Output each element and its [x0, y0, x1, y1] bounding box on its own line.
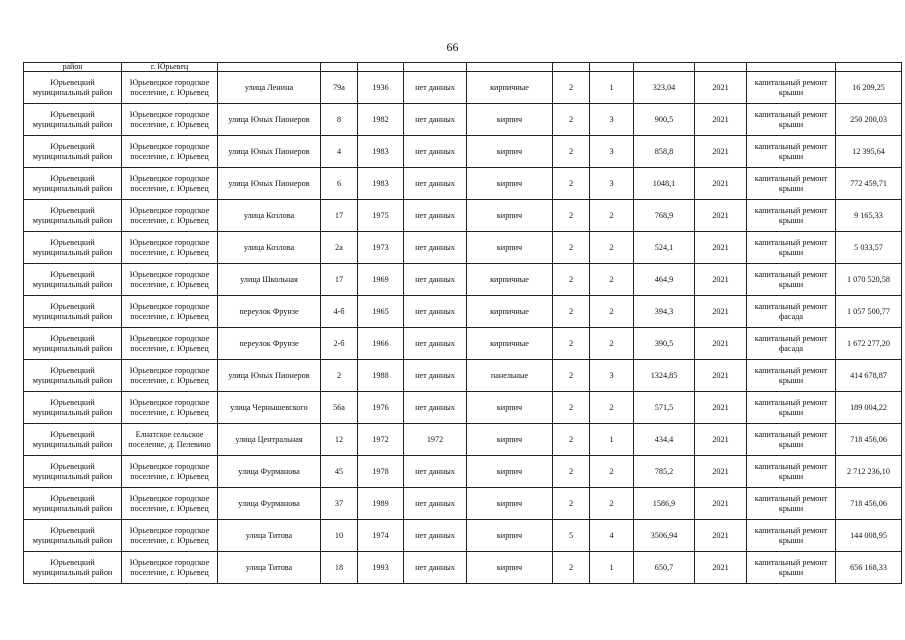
work-type-cell: капитальный ремонт крыши [747, 424, 836, 456]
work-type-cell: капитальный ремонт крыши [747, 552, 836, 584]
settlement-cell: Юрьевецкое городское поселение, г. Юрьевец [122, 328, 218, 360]
district-cell: Юрьевецкий муниципальный район [24, 72, 122, 104]
settlement-cell: Юрьевецкое городское поселение, г. Юрьевец [122, 104, 218, 136]
work-type-cell: капитальный ремонт крыши [747, 360, 836, 392]
floors-cell: 2 [553, 104, 590, 136]
cost-cell: 1 070 520,58 [836, 264, 902, 296]
wall-material-cell: кирпичные [467, 296, 553, 328]
district-cell: Юрьевецкий муниципальный район [24, 296, 122, 328]
year-commissioning-cell: нет данных [404, 168, 467, 200]
plan-year-cell: 2021 [695, 136, 747, 168]
year-built-cell: 1972 [358, 424, 404, 456]
year-commissioning-cell: нет данных [404, 136, 467, 168]
settlement-cell: Юрьевецкое городское поселение, г. Юрьевец [122, 360, 218, 392]
house-number-cell: 2 [321, 360, 358, 392]
year-built-cell: 1936 [358, 72, 404, 104]
street-cell: улица Фурманова [218, 488, 321, 520]
floors-cell: 2 [553, 424, 590, 456]
cost-cell: 9 165,33 [836, 200, 902, 232]
floors-cell: 2 [553, 328, 590, 360]
area-cell: 323,04 [634, 72, 695, 104]
settlement-cell: Юрьевецкое городское поселение, г. Юрьевец [122, 232, 218, 264]
year-commissioning-cell: 1972 [404, 424, 467, 456]
area-cell: 650,7 [634, 552, 695, 584]
year-commissioning-cell: нет данных [404, 552, 467, 584]
year-built-cell: 1983 [358, 136, 404, 168]
work-type-cell: капитальный ремонт крыши [747, 72, 836, 104]
street-cell: улица Фурманова [218, 456, 321, 488]
table-row [24, 456, 902, 488]
year-built-cell: 1976 [358, 392, 404, 424]
settlement-cell: Юрьевецкое городское поселение, г. Юрьевец [122, 520, 218, 552]
year-built-cell: 1989 [358, 488, 404, 520]
settlement-cell: Юрьевецкое городское поселение, г. Юрьевец [122, 296, 218, 328]
page-number: 66 [446, 40, 459, 54]
table-row [24, 424, 902, 456]
table-row [24, 136, 902, 168]
table-row [24, 72, 902, 104]
year-built-cell: 1978 [358, 456, 404, 488]
table-row [24, 360, 902, 392]
work-type-cell: капитальный ремонт крыши [747, 136, 836, 168]
house-number-cell: 79а [321, 72, 358, 104]
wall-material-cell: кирпич [467, 136, 553, 168]
floors-cell: 5 [553, 520, 590, 552]
settlement-cell: Юрьевецкое городское поселение, г. Юрьевец [122, 200, 218, 232]
wall-material-cell: кирпич [467, 200, 553, 232]
plan-year-cell: 2021 [695, 200, 747, 232]
district-cell: Юрьевецкий муниципальный район [24, 104, 122, 136]
area-cell: 3506,94 [634, 520, 695, 552]
cost-cell: 1 057 500,77 [836, 296, 902, 328]
year-built-cell: 1975 [358, 200, 404, 232]
year-built-cell: 1988 [358, 360, 404, 392]
district-cell: Юрьевецкий муниципальный район [24, 328, 122, 360]
settlement-cell: Юрьевецкое городское поселение, г. Юрьевец [122, 488, 218, 520]
entrances-cell: 2 [590, 328, 634, 360]
house-number-cell: 12 [321, 424, 358, 456]
area-cell: 858,8 [634, 136, 695, 168]
street-cell: улица Юных Пионеров [218, 136, 321, 168]
entrances-cell: 2 [590, 296, 634, 328]
area-cell: 434,4 [634, 424, 695, 456]
settlement-cell: Юрьевецкое городское поселение, г. Юрьевец [122, 168, 218, 200]
area-cell: 1324,85 [634, 360, 695, 392]
entrances-cell: 2 [590, 232, 634, 264]
year-built-cell: 1974 [358, 520, 404, 552]
entrances-cell: 4 [590, 520, 634, 552]
floors-cell: 2 [553, 200, 590, 232]
wall-material-cell: кирпичные [467, 264, 553, 296]
table-row-continued [24, 63, 902, 72]
year-commissioning-cell: нет данных [404, 200, 467, 232]
cost-cell: 16 209,25 [836, 72, 902, 104]
table-row [24, 520, 902, 552]
plan-year-cell: 2021 [695, 104, 747, 136]
table-row [24, 552, 902, 584]
street-cell: улица Козлова [218, 232, 321, 264]
street-cell: улица Ленина [218, 72, 321, 104]
floors-cell: 2 [553, 392, 590, 424]
table-row [24, 232, 902, 264]
house-number-cell: 10 [321, 520, 358, 552]
settlement-cell: г. Юрьевец [122, 63, 218, 72]
district-cell: район [24, 63, 122, 72]
cost-cell: 718 456,06 [836, 488, 902, 520]
settlement-cell: Юрьевецкое городское поселение, г. Юрьевец [122, 264, 218, 296]
floors-cell: 2 [553, 168, 590, 200]
year-commissioning-cell: нет данных [404, 296, 467, 328]
wall-material-cell: кирпич [467, 552, 553, 584]
street-cell: улица Юных Пионеров [218, 104, 321, 136]
settlement-cell: Елнатское сельское поселение, д. Пелевино [122, 424, 218, 456]
district-cell: Юрьевецкий муниципальный район [24, 552, 122, 584]
floors-cell: 2 [553, 488, 590, 520]
year-built-cell: 1969 [358, 264, 404, 296]
table-row [24, 328, 902, 360]
wall-material-cell: кирпичные [467, 328, 553, 360]
street-cell: переулок Фрунзе [218, 296, 321, 328]
district-cell: Юрьевецкий муниципальный район [24, 200, 122, 232]
year-built-cell: 1982 [358, 104, 404, 136]
plan-year-cell: 2021 [695, 488, 747, 520]
year-commissioning-cell: нет данных [404, 456, 467, 488]
area-cell: 394,3 [634, 296, 695, 328]
settlement-cell: Юрьевецкое городское поселение, г. Юрьевец [122, 136, 218, 168]
wall-material-cell: кирпичные [467, 72, 553, 104]
plan-year-cell: 2021 [695, 296, 747, 328]
entrances-cell: 3 [590, 136, 634, 168]
year-commissioning-cell: нет данных [404, 72, 467, 104]
house-number-cell: 6 [321, 168, 358, 200]
street-cell: улица Чернышевского [218, 392, 321, 424]
wall-material-cell: кирпич [467, 456, 553, 488]
house-number-cell: 18 [321, 552, 358, 584]
wall-material-cell: кирпич [467, 424, 553, 456]
work-type-cell: капитальный ремонт крыши [747, 200, 836, 232]
work-type-cell: капитальный ремонт крыши [747, 456, 836, 488]
wall-material-cell: панельные [467, 360, 553, 392]
entrances-cell: 2 [590, 200, 634, 232]
work-type-cell: капитальный ремонт крыши [747, 520, 836, 552]
table-row [24, 104, 902, 136]
district-cell: Юрьевецкий муниципальный район [24, 520, 122, 552]
plan-year-cell: 2021 [695, 232, 747, 264]
plan-year-cell: 2021 [695, 520, 747, 552]
street-cell: улица Школьная [218, 264, 321, 296]
floors-cell: 2 [553, 456, 590, 488]
plan-year-cell: 2021 [695, 264, 747, 296]
settlement-cell: Юрьевецкое городское поселение, г. Юрьевец [122, 72, 218, 104]
street-cell: улица Козлова [218, 200, 321, 232]
work-type-cell: капитальный ремонт крыши [747, 168, 836, 200]
settlement-cell: Юрьевецкое городское поселение, г. Юрьевец [122, 552, 218, 584]
house-number-cell: 45 [321, 456, 358, 488]
cost-cell: 12 395,64 [836, 136, 902, 168]
area-cell: 390,5 [634, 328, 695, 360]
entrances-cell: 1 [590, 72, 634, 104]
house-number-cell: 2-б [321, 328, 358, 360]
work-type-cell: капитальный ремонт крыши [747, 488, 836, 520]
street-cell: улица Титова [218, 552, 321, 584]
district-cell: Юрьевецкий муниципальный район [24, 136, 122, 168]
wall-material-cell: кирпич [467, 232, 553, 264]
house-number-cell: 17 [321, 200, 358, 232]
year-commissioning-cell: нет данных [404, 360, 467, 392]
entrances-cell: 2 [590, 456, 634, 488]
cost-cell: 2 712 236,10 [836, 456, 902, 488]
table-row [24, 168, 902, 200]
district-cell: Юрьевецкий муниципальный район [24, 456, 122, 488]
wall-material-cell: кирпич [467, 168, 553, 200]
entrances-cell: 1 [590, 552, 634, 584]
house-number-cell: 37 [321, 488, 358, 520]
year-commissioning-cell: нет данных [404, 264, 467, 296]
wall-material-cell: кирпич [467, 104, 553, 136]
cost-cell: 718 456,06 [836, 424, 902, 456]
floors-cell: 2 [553, 552, 590, 584]
cost-cell: 414 678,87 [836, 360, 902, 392]
plan-year-cell: 2021 [695, 392, 747, 424]
cost-cell: 5 033,57 [836, 232, 902, 264]
area-cell: 524,1 [634, 232, 695, 264]
area-cell: 768,9 [634, 200, 695, 232]
cost-cell: 189 004,22 [836, 392, 902, 424]
area-cell: 1586,9 [634, 488, 695, 520]
year-commissioning-cell: нет данных [404, 328, 467, 360]
district-cell: Юрьевецкий муниципальный район [24, 264, 122, 296]
entrances-cell: 2 [590, 264, 634, 296]
street-cell: улица Юных Пионеров [218, 168, 321, 200]
cost-cell: 656 168,33 [836, 552, 902, 584]
floors-cell: 2 [553, 136, 590, 168]
table-row [24, 392, 902, 424]
area-cell: 785,2 [634, 456, 695, 488]
entrances-cell: 3 [590, 104, 634, 136]
cost-cell: 772 459,71 [836, 168, 902, 200]
table-row [24, 200, 902, 232]
cost-cell: 250 200,03 [836, 104, 902, 136]
floors-cell: 2 [553, 296, 590, 328]
wall-material-cell: кирпич [467, 488, 553, 520]
work-type-cell: капитальный ремонт крыши [747, 264, 836, 296]
floors-cell: 2 [553, 232, 590, 264]
table-row [24, 488, 902, 520]
district-cell: Юрьевецкий муниципальный район [24, 488, 122, 520]
cost-cell: 1 672 277,20 [836, 328, 902, 360]
year-built-cell: 1966 [358, 328, 404, 360]
year-commissioning-cell: нет данных [404, 520, 467, 552]
entrances-cell: 3 [590, 168, 634, 200]
plan-year-cell: 2021 [695, 456, 747, 488]
plan-year-cell: 2021 [695, 360, 747, 392]
street-cell: улица Титова [218, 520, 321, 552]
plan-year-cell: 2021 [695, 168, 747, 200]
year-built-cell: 1973 [358, 232, 404, 264]
table-row [24, 264, 902, 296]
settlement-cell: Юрьевецкое городское поселение, г. Юрьевец [122, 392, 218, 424]
entrances-cell: 2 [590, 392, 634, 424]
floors-cell: 2 [553, 72, 590, 104]
work-type-cell: капитальный ремонт крыши [747, 392, 836, 424]
house-number-cell: 4 [321, 136, 358, 168]
entrances-cell: 1 [590, 424, 634, 456]
work-type-cell: капитальный ремонт крыши [747, 232, 836, 264]
year-commissioning-cell: нет данных [404, 232, 467, 264]
street-cell: улица Юных Пионеров [218, 360, 321, 392]
house-number-cell: 17 [321, 264, 358, 296]
area-cell: 571,5 [634, 392, 695, 424]
wall-material-cell: кирпич [467, 392, 553, 424]
street-cell: переулок Фрунзе [218, 328, 321, 360]
district-cell: Юрьевецкий муниципальный район [24, 392, 122, 424]
plan-year-cell: 2021 [695, 328, 747, 360]
district-cell: Юрьевецкий муниципальный район [24, 360, 122, 392]
house-number-cell: 8 [321, 104, 358, 136]
floors-cell: 2 [553, 360, 590, 392]
wall-material-cell: кирпич [467, 520, 553, 552]
settlement-cell: Юрьевецкое городское поселение, г. Юрьевец [122, 456, 218, 488]
year-commissioning-cell: нет данных [404, 104, 467, 136]
work-type-cell: капитальный ремонт крыши [747, 104, 836, 136]
area-cell: 900,5 [634, 104, 695, 136]
plan-year-cell: 2021 [695, 552, 747, 584]
year-commissioning-cell: нет данных [404, 488, 467, 520]
year-built-cell: 1983 [358, 168, 404, 200]
year-built-cell: 1993 [358, 552, 404, 584]
entrances-cell: 2 [590, 488, 634, 520]
house-number-cell: 56а [321, 392, 358, 424]
district-cell: Юрьевецкий муниципальный район [24, 232, 122, 264]
street-cell: улица Центральная [218, 424, 321, 456]
plan-year-cell: 2021 [695, 424, 747, 456]
house-number-cell: 4-б [321, 296, 358, 328]
area-cell: 464,9 [634, 264, 695, 296]
year-built-cell: 1965 [358, 296, 404, 328]
housing-repair-table [23, 62, 902, 584]
entrances-cell: 3 [590, 360, 634, 392]
area-cell: 1048,1 [634, 168, 695, 200]
district-cell: Юрьевецкий муниципальный район [24, 424, 122, 456]
house-number-cell: 2а [321, 232, 358, 264]
floors-cell: 2 [553, 264, 590, 296]
work-type-cell: капитальный ремонт фасада [747, 328, 836, 360]
table-row [24, 296, 902, 328]
work-type-cell: капитальный ремонт фасада [747, 296, 836, 328]
year-commissioning-cell: нет данных [404, 392, 467, 424]
district-cell: Юрьевецкий муниципальный район [24, 168, 122, 200]
plan-year-cell: 2021 [695, 72, 747, 104]
cost-cell: 144 008,95 [836, 520, 902, 552]
